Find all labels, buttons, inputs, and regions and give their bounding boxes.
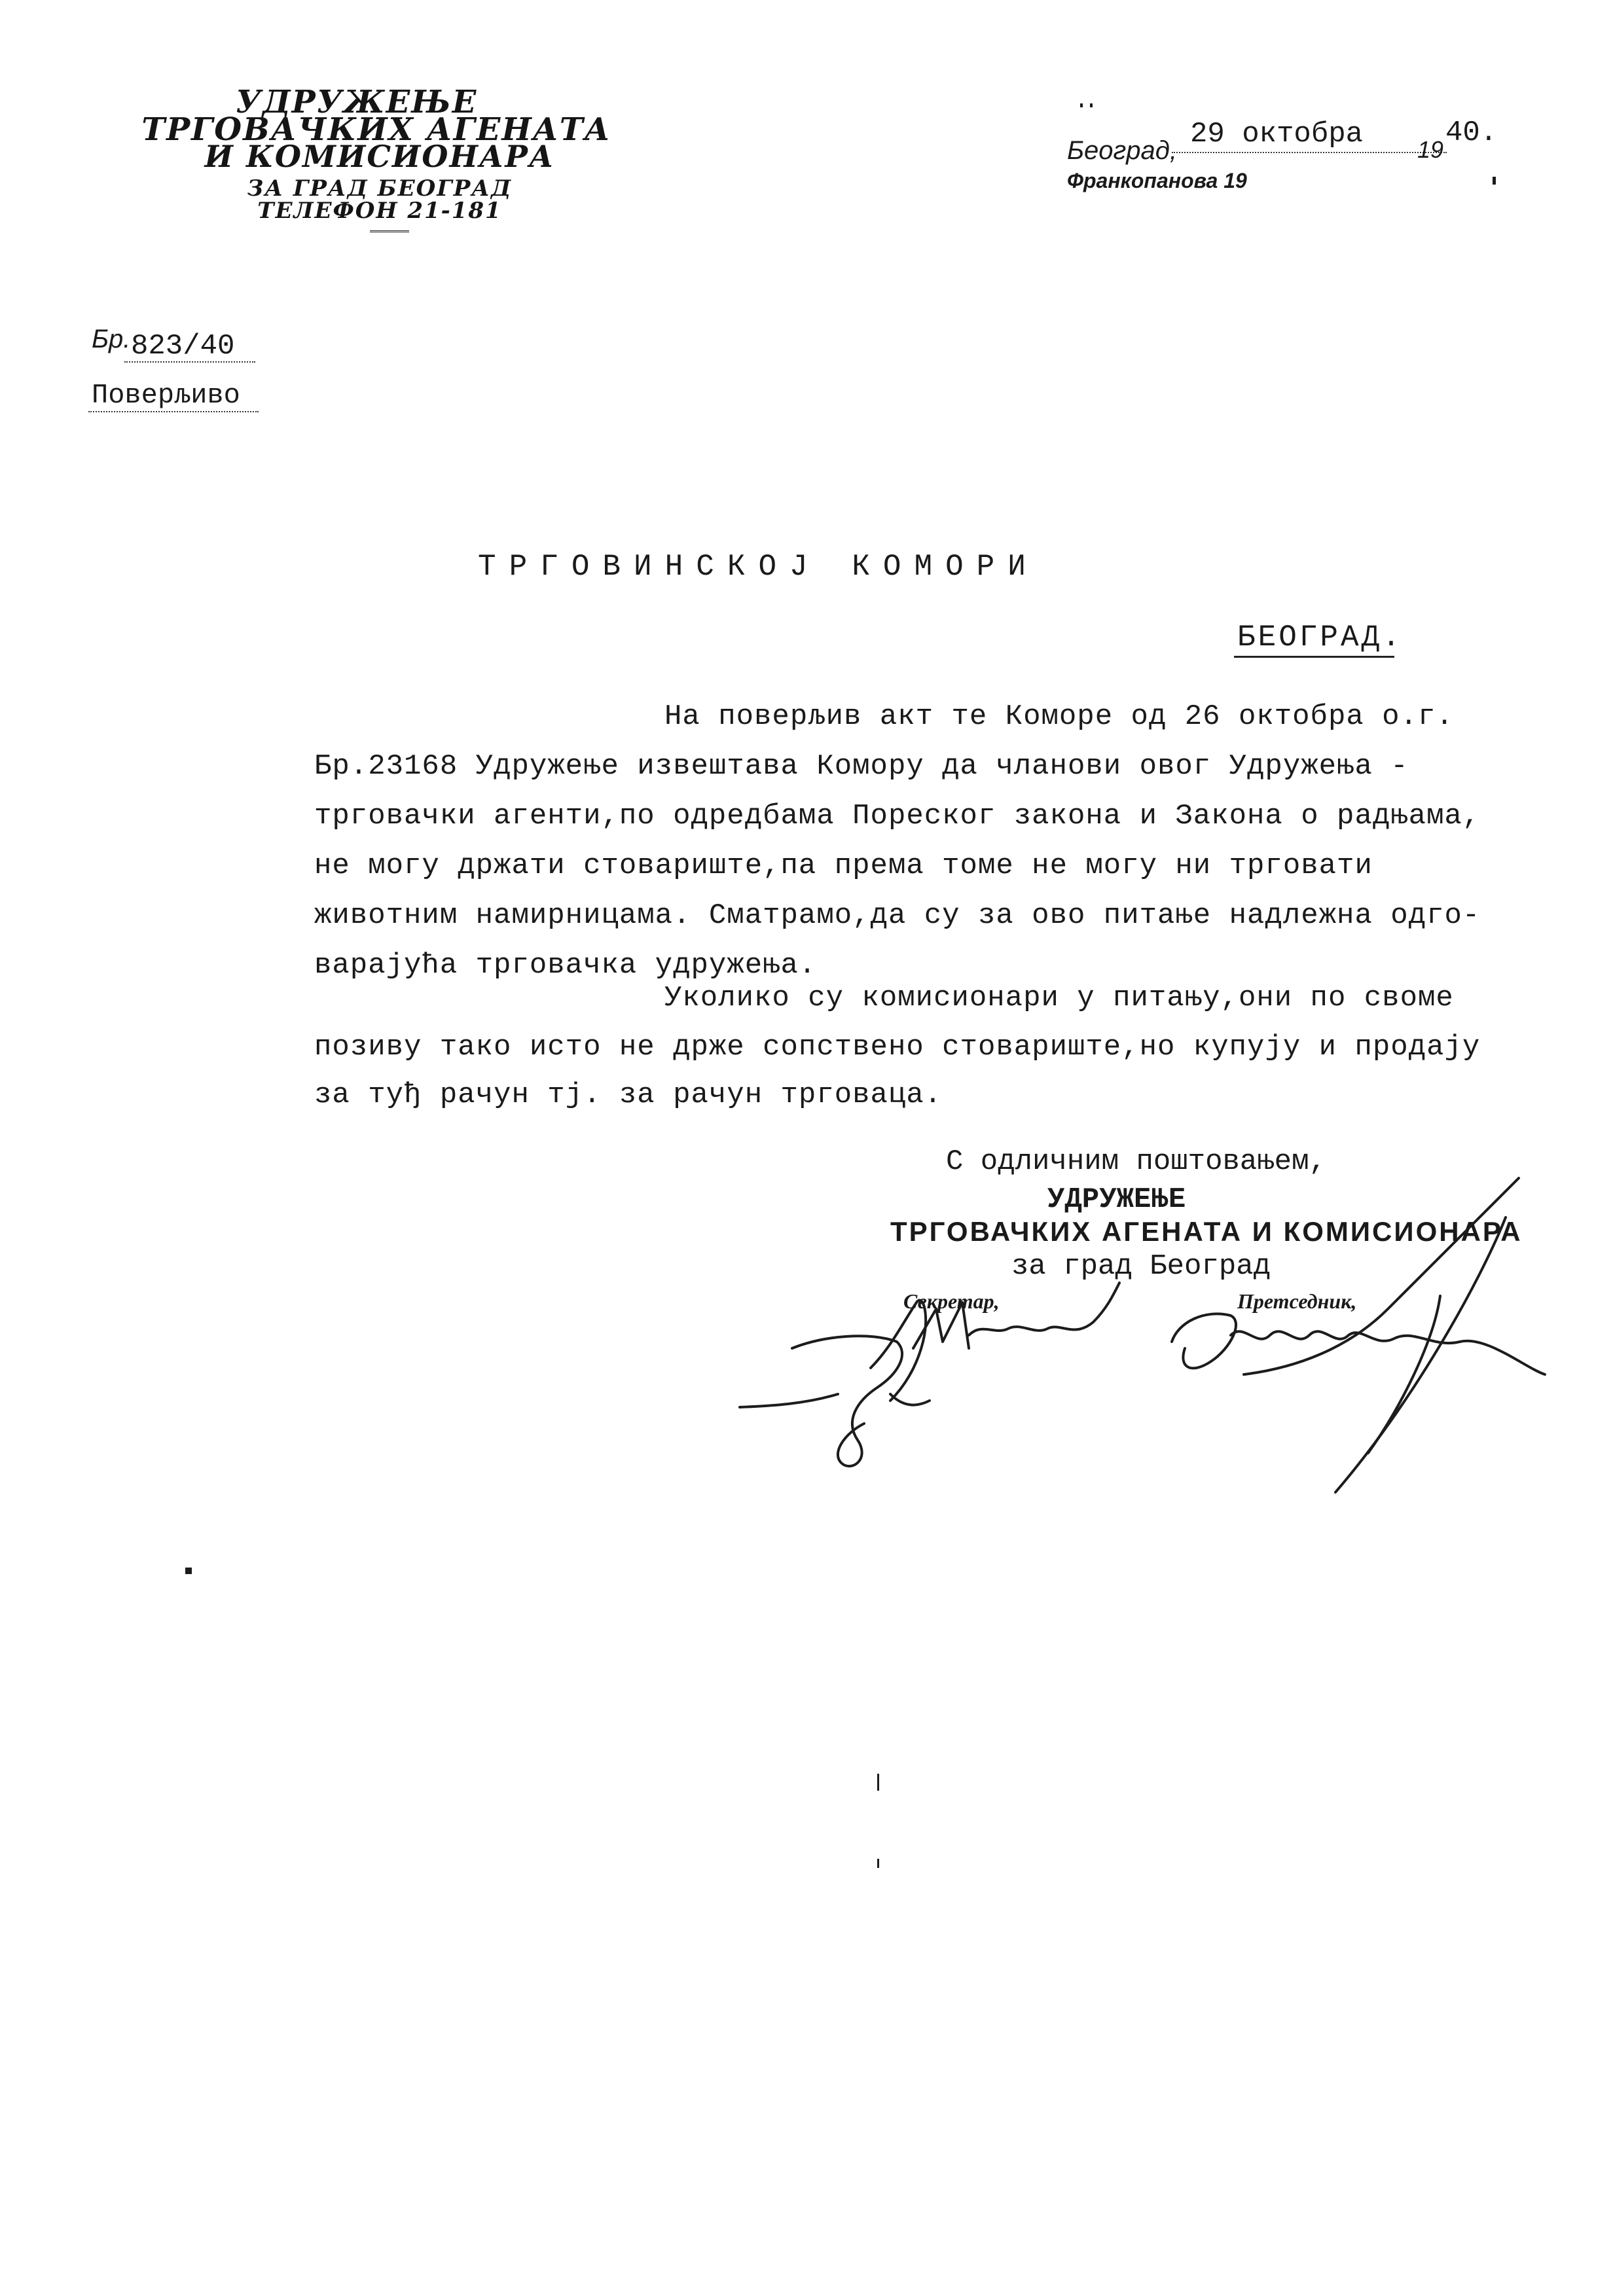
confidential-mark: Поверљиво bbox=[92, 380, 240, 411]
stray-marks bbox=[185, 103, 1496, 1868]
closing-org-line-1: УДРУЖЕЊЕ bbox=[1047, 1183, 1186, 1216]
date-year-suffix: 40. bbox=[1445, 117, 1498, 149]
body-line: Уколико су комисионари у питању,они по своме bbox=[664, 982, 1454, 1014]
addressee-city: БЕОГРАД. bbox=[1237, 620, 1403, 655]
closing-salutation: С одличним поштовањем, bbox=[946, 1145, 1326, 1178]
letterhead-line-2: ТРГОВАЧКИХ АГЕНАТА bbox=[141, 111, 611, 148]
body-line: варајућа трговачка удружења. bbox=[314, 949, 817, 982]
closing-org-line-3: за град Београд bbox=[1011, 1250, 1271, 1283]
body-line: за туђ рачун тј. за рачун трговаца. bbox=[314, 1079, 943, 1111]
date-day-month: 29 октобра bbox=[1190, 118, 1364, 151]
secretary-signature bbox=[740, 1283, 1119, 1466]
body-line: позиву тако исто не држе сопствено стовариште,но купују и продају bbox=[314, 1031, 1481, 1064]
addressee-name: ТРГОВИНСКОЈ КОМОРИ bbox=[478, 550, 1039, 584]
president-label: Претседник, bbox=[1237, 1289, 1357, 1313]
date-year-prefix: 19 bbox=[1417, 136, 1444, 163]
reference-label: Бр. bbox=[92, 325, 131, 353]
closing-org-line-2: ТРГОВАЧКИХ АГЕНАТА И КОМИСИОНАРА bbox=[890, 1216, 1523, 1247]
date-city: Београд, bbox=[1067, 136, 1177, 165]
letterhead-line-1: УДРУЖЕЊЕ bbox=[236, 84, 478, 120]
body-line: На поверљив акт те Коморе од 26 октобра о.г. bbox=[664, 700, 1454, 733]
president-signature bbox=[1172, 1178, 1545, 1492]
body-line: Бр.23168 Удружење извештава Комору да чланови овог Удружења - bbox=[314, 750, 1409, 783]
letterhead-phone: ТЕЛЕФОН 21-181 bbox=[257, 198, 502, 224]
reference-number: 823/40 bbox=[131, 330, 235, 363]
letterhead-city: ЗА ГРАД БЕОГРАД bbox=[247, 175, 513, 202]
body-line: трговачки агенти,по одредбама Пореског закона и Закона о радњама, bbox=[314, 800, 1481, 833]
secretary-label: Секретар, bbox=[903, 1289, 1000, 1313]
body-line: животним намирницама. Сматрамо,да су за ово питање надлежна одго- bbox=[314, 899, 1481, 932]
letterhead-line-3: И КОМИСИОНАРА bbox=[204, 139, 555, 174]
body-line: не могу држати стовариште,па према томе не могу ни трговати bbox=[314, 850, 1373, 882]
street-address: Франкопанова 19 bbox=[1067, 169, 1247, 192]
